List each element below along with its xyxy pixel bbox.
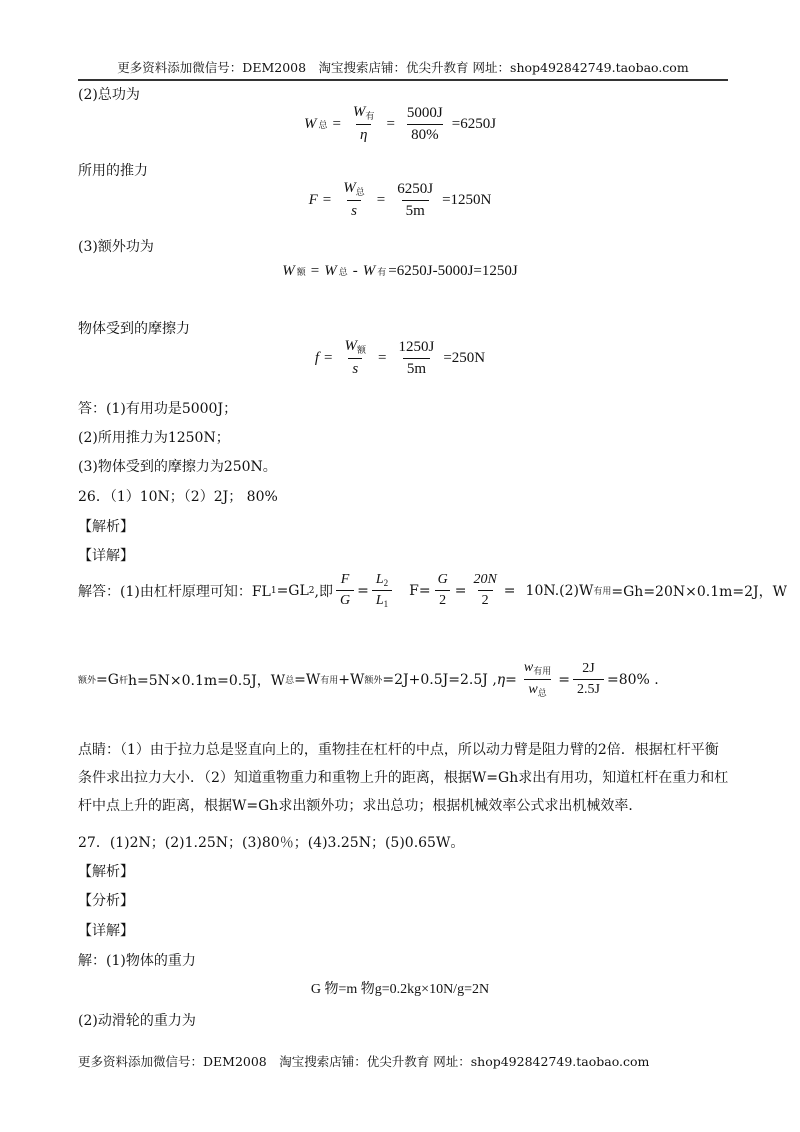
eq3-lhs: W [282,263,295,279]
eq4-num-sub: 额 [357,345,367,355]
eq1-den: η [356,124,371,144]
q26-l2-e: =2J+0.5J=2.5J , [382,671,497,688]
q27-solution-1: 解：(1)物体的重力 [78,953,196,969]
q26-fraction-g-over-2 [434,572,452,609]
q26-f3-den-sub: 总 [537,688,547,698]
q26-analysis-tag: 【解析】 [78,519,134,535]
q26-fraction-w-useful-over-w-total [520,660,555,699]
eq1-fraction-symbolic [349,104,379,144]
q26-f3-num2: 2J [582,661,595,676]
extra-work-heading: (3)额外功为 [78,239,154,255]
q26-l2-b: h=5N×0.1m=0.5J，W [127,672,286,689]
q26-f2-num2: 20N [473,572,497,587]
equation-push-force: F = $\frac{W_总}{s}$ = $\frac{6250J}{5m}$ =1250N [308,180,492,219]
q26-f2-den2: 2 [478,590,493,609]
equation-friction: f = $\frac{W_额}{s}$ = $\frac{1250J}{5m}$ =250N [314,338,486,377]
q27-analyze-tag: 【分析】 [78,893,134,909]
eq1-result: =6250J [451,115,497,132]
friction-heading: 物体受到的摩擦力 [78,321,190,337]
equation-total-work: W 总 = $\frac{W_有}{\eta}$ = $\frac{5000J}{80\%}$ =6250J [303,104,497,143]
q26-l2-eta: η= [496,671,517,688]
eq2-den2: 5m [402,200,429,220]
total-work-heading: (2)总功为 [78,87,140,103]
eq2-num2: 6250J [397,180,434,197]
eq2-fraction-numeric [393,181,437,220]
eq1-num: W [352,104,366,120]
q26-f1-num: F [340,572,350,587]
q27-detail-tag: 【详解】 [78,923,134,939]
q26-fraction-2j-over-2-5j [573,661,604,698]
eq4-den2: 5m [403,358,430,378]
q26-f2-pre: F= [409,582,431,599]
q26-title: 26．（1）10N；（2）2J； 80% [78,489,278,505]
q26-l2-c-sub: 有用 [320,676,339,686]
q26-f1-eq: = [357,582,369,599]
q26-l1-mid: =GL [276,582,309,599]
q26-l2-a: =G [96,671,119,688]
q26-l1-prefix: 解答：(1)由杠杆原理可知：FL [78,583,271,600]
eq3-lhs-sub: 额 [296,267,306,277]
q26-l1-tail2: =Gh=20N×0.1m=2J，W [611,583,788,600]
eq4-den: s [348,358,362,378]
q26-f2-num: G [437,572,448,587]
eq1-num2: 5000J [406,104,443,121]
eq2-den: s [347,200,361,220]
q27-equation-weight: G 物=m 物g=0.2kg×10N/g=2N [310,982,490,997]
eq4-result: =250N [443,349,486,366]
q26-l2-end: =80% . [606,671,659,688]
page-header: 更多资料添加微信号：DEM2008 淘宝搜索店铺：优尖升教育 网址：shop492842749.taobao.com [78,58,728,81]
eq1-den2: 80% [407,124,443,144]
eq2-lhs: F [308,191,318,208]
q26-solution-line-2: 额外 =G 杆 h=5N×0.1m=0.5J，W 总 =W 有用 +W 额外 =2J+0.5J=2.5J , η= $\frac{w_{有用}}{w_总}$ = $\frac{2J}{2.5J}$ =80% . [78,660,659,698]
eq4-lhs: f [314,349,320,366]
q26-f3-num: w [523,660,534,675]
q26-solution-line-1: 解答：(1)由杠杆原理可知：FL 1 =GL 2 ,即 $\frac{F}{G}$ = $\frac{L_2}{L_1}$ F= $\frac{G}{2}$ = $\frac{20N}{2}$ = 10N.(2)W 有用 =Gh=20N×0.1m=2J，W [78,572,788,609]
eq4-fraction-numeric [394,339,438,378]
answer-line-2: (2)所用推力为1250N； [78,430,230,446]
q26-l2-sub: 额外 [78,676,97,686]
q26-l2-a-sub: 杆 [118,676,128,686]
eq3-b-sub: 有 [377,267,387,277]
eq2-num-sub: 总 [355,187,365,197]
q26-l1-tail: 10N.(2)W [525,582,594,599]
q27-title: 27．(1)2N；(2)1.25N；(3)80％；(4)3.25N；(5)0.65W。 [78,835,465,851]
eq1-num-sub: 有 [365,111,375,121]
q26-f2-den: 2 [435,590,450,609]
eq2-num: W [343,180,356,196]
eq1-lhs: W [303,115,317,132]
q26-f3-den2: 2.5J [573,679,604,698]
q26-f1-den: G [336,590,354,609]
q26-fraction-f-over-g [336,572,354,609]
q26-f1-den2: L [375,593,384,608]
eq3-a: W [324,263,337,279]
q26-f3-num-sub: 有用 [533,666,552,676]
q26-f3-den: w [528,682,538,697]
eq4-num2: 1250J [398,338,435,355]
q26-fraction-20n-over-2 [469,572,500,609]
q26-fraction-l2-over-l1: $\frac{L_2}{L_1}$ [372,572,392,609]
eq2-fraction-symbolic [339,180,369,220]
q26-detail-tag: 【详解】 [78,548,134,564]
eq3-b: W [362,263,376,279]
q26-l2-d-sub: 额外 [364,676,383,686]
q27-analysis-tag: 【解析】 [78,864,134,880]
eq4-num: W [344,338,357,354]
q26-comment: 点睛：（1）由于拉力总是竖直向上的，重物挂在杠杆的中点，所以动力臂是阻力臂的2倍．根据杠杆平衡条件求出拉力大小．（2）知道重物重力和重物上升的距离，根据W=Gh求出有用功，知道杠杆在重力和杠杆中点上升的距离，根据W=Gh求出额外功；求出总功；根据机械效率公式求出机械效率． [78,742,729,814]
eq1-fraction-numeric [403,105,447,144]
eq4-fraction-symbolic [341,338,371,378]
eq3-result: =6250J-5000J=1250J [388,263,518,279]
eq3-a-sub: 总 [338,267,348,277]
answer-line-1: 答：(1)有用功是5000J； [78,401,238,417]
eq2-result: =1250N [442,191,492,208]
q26-l1-tail-sub: 有用 [593,587,612,597]
push-heading: 所用的推力 [78,163,148,179]
q26-l2-c: =W [294,671,321,688]
q26-l1-after: ,即 [314,583,333,600]
q27-solution-2: (2)动滑轮的重力为 [78,1013,196,1029]
q26-f1-num2: L [375,572,384,587]
page-footer: 更多资料添加微信号：DEM2008 淘宝搜索店铺：优尖升教育 网址：shop492842749.taobao.com [78,1054,650,1069]
answer-line-3: (3)物体受到的摩擦力为250N。 [78,459,277,475]
q26-l2-b-sub: 总 [285,676,295,686]
equation-extra-work: W 额 = W 总 - W 有 =6250J-5000J=1250J [282,263,518,279]
eq1-lhs-sub: 总 [318,119,328,130]
q26-l2-d: +W [338,671,365,688]
